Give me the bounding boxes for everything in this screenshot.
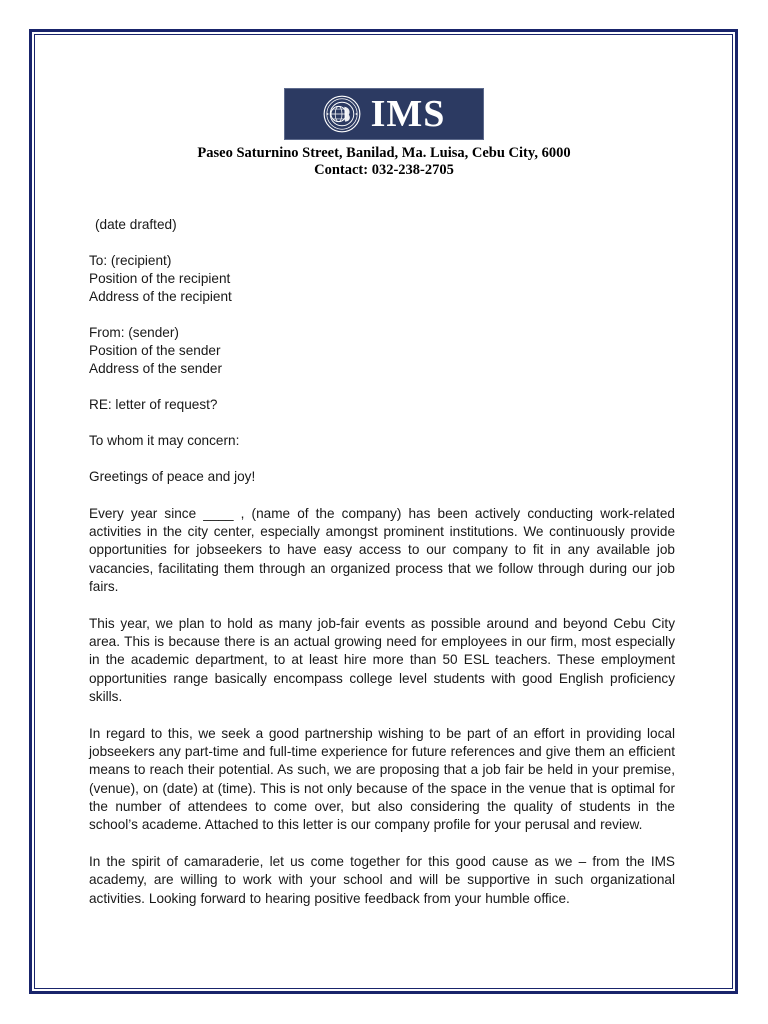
recipient-block [89,252,675,306]
body-paragraph-1: Every year since ____ , (name of the company) has been actively conducting work-related activities in the city center, especially amongst prominent institutions. We continuously provide opportunities for jobseekers to have easy access to our company to fit in any available job vacancies, facilitating them through an organized process that we follow through during our job fairs. [89,506,675,594]
letterhead-contact: Contact: 032-238-2705 [314,162,454,178]
sender-position-line: Position of the sender [89,343,221,358]
ims-logo-inner [285,89,483,139]
sender-address-line: Address of the sender [89,361,222,376]
greeting-line: Greetings of peace and joy! [89,469,256,484]
recipient-position-line: Position of the recipient [89,271,231,286]
body-paragraph-4: In the spirit of camaraderie, let us come together for this good cause as we – from the IMS academy, are willing to work with your school and will be supportive in such organizational activities. Looking forward to hearing positive feedback from your humble office. [89,854,675,906]
letterhead [0,0,768,179]
body-paragraph-3: In regard to this, we seek a good partnership wishing to be part of an effort in providing local jobseekers any part-time and full-time experience for future references and give them an efficient means to reach their potential. As such, we are proposing that a job fair be held in your premise, (venue), on (date) at (time). This is not only because of the space in the venue that is optimal for the number of attendees to come over, but also considering the quality of students in the school’s academe. Attached to this letter is our company profile for your perusal and review. [89,726,675,833]
salutation-line: To whom it may concern: [89,433,240,448]
date-line: (date drafted) [95,217,177,232]
ims-wordmark: IMS [370,93,446,135]
sender-block [89,324,675,378]
letterhead-address: Paseo Saturnino Street, Banilad, Ma. Luisa, Cebu City, 6000 [197,145,571,161]
subject-line: RE: letter of request? [89,397,218,412]
recipient-name-line: To: (recipient) [89,253,172,268]
ims-logo-box [284,88,484,140]
ims-globe-seal-icon [323,95,361,133]
sender-name-line: From: (sender) [89,325,179,340]
letter-body [89,216,675,908]
recipient-address-line: Address of the recipient [89,289,232,304]
body-paragraph-2: This year, we plan to hold as many job-fair events as possible around and beyond Cebu City area. This is because there is an actual growing need for employees in our firm, most especially in the academic department, to at least hire more than 50 ESL teachers. These employment opportunities range basically encompass college level students with good English proficiency skills. [89,616,675,704]
